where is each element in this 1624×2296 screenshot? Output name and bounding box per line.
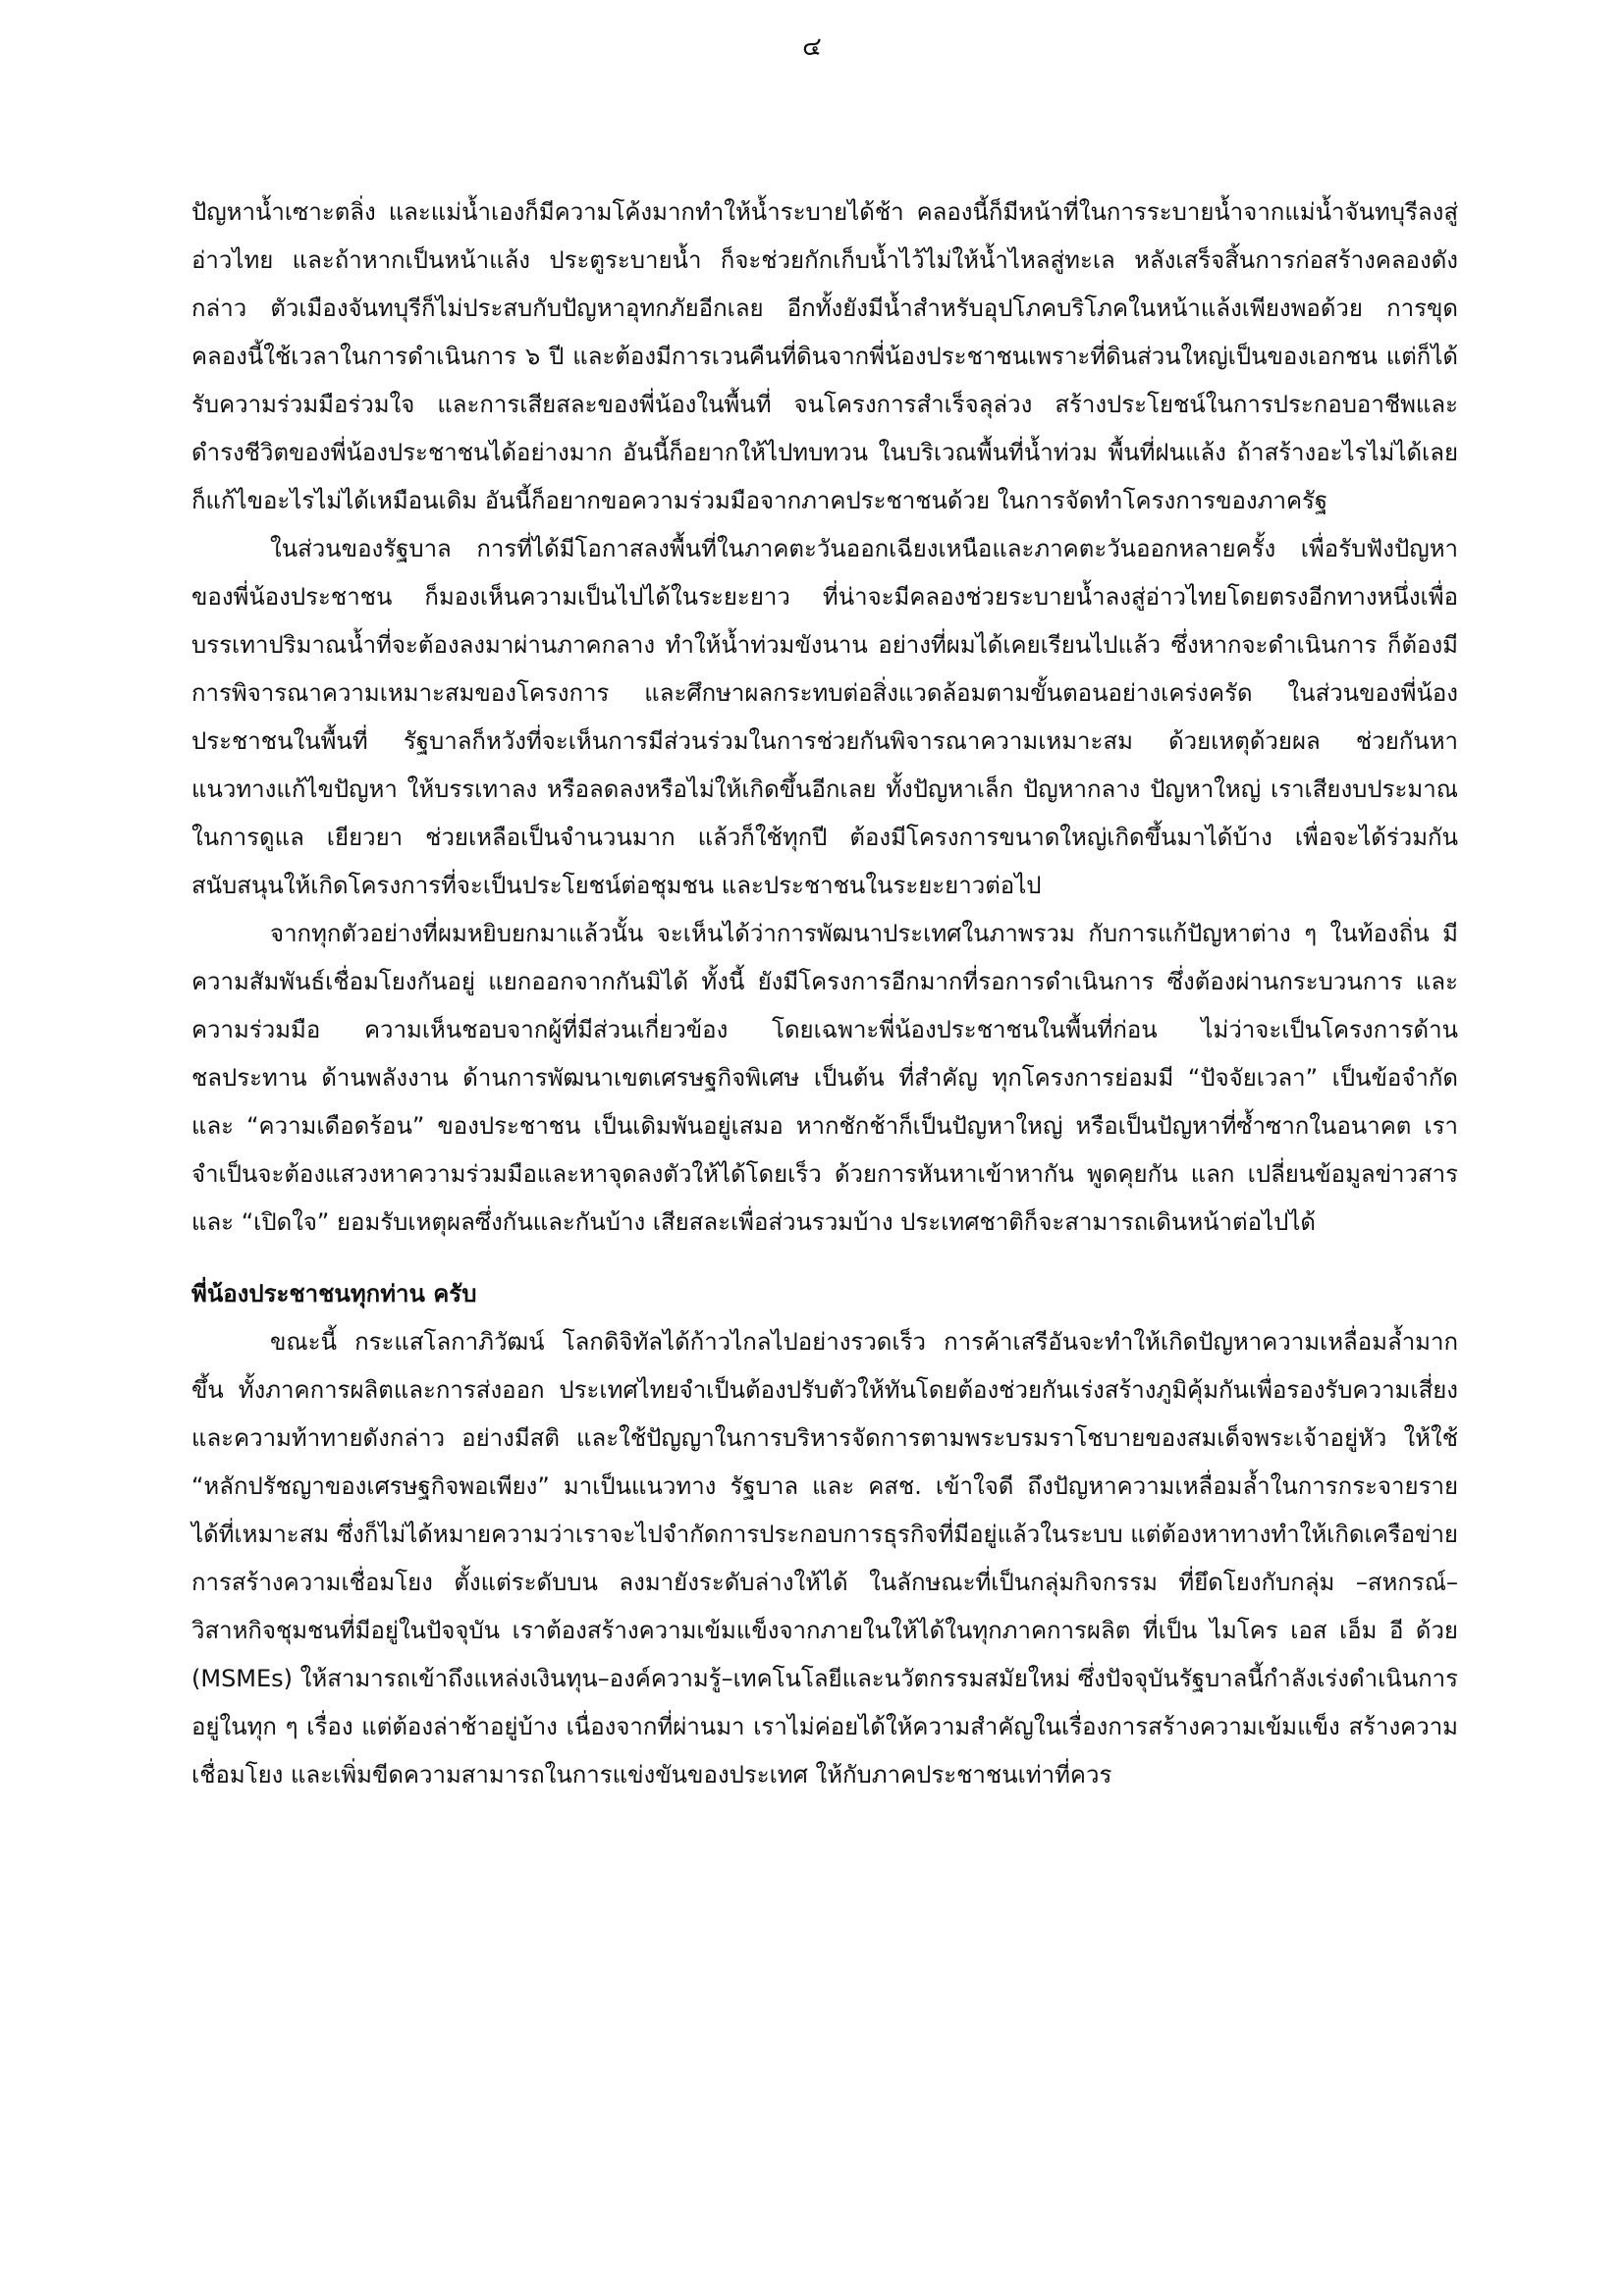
section-heading: พี่น้องประชาชนทุกท่าน ครับ: [191, 1280, 477, 1308]
paragraph-1: ปัญหาน้ำเซาะตลิ่ง และแม่น้ำเองก็มีความโค้งมากทำให้น้ำระบายได้ช้า คลองนี้ก็มีหน้าที่ในการระบายน้ำจากแม่น้ำจันทบุรีลงสู่อ่าวไทย และถ้าหากเป็นหน้าแล้ง ประตูระบายน้ำ ก็จะช่วยกักเก็บน้ำไว้ไม่ให้น้ำไหลสู่ทะเล หลังเสร็จสิ้นการก่อสร้างคลองดังกล่าว ตัวเมืองจันทบุรีก็ไม่ประสบกับปัญหาอุทกภัยอีกเลย อีกทั้งยังมีน้ำสำหรับอุปโภคบริโภคในหน้าแล้งเพียงพอด้วย การขุดคลองนี้ใช้เวลาในการดำเนินการ ๖ ปี และต้องมีการเวนคืนที่ดินจากพี่น้องประชาชนเพราะที่ดินส่วนใหญ่เป็นของเอกชน แต่ก็ได้รับความร่วมมือร่วมใจ และการเสียสละของพี่น้องในพื้นที่ จนโครงการสำเร็จลุล่วง สร้างประโยชน์ในการประกอบอาชีพและดำรงชีวิตของพี่น้องประชาชนได้อย่างมาก อันนี้ก็อยากให้ไปทบทวน ในบริเวณพื้นที่น้ำท่วม พื้นที่ฝนแล้ง ถ้าสร้างอะไรไม่ได้เลย ก็แก้ไขอะไรไม่ได้เหมือนเดิม อันนี้ก็อยากขอความร่วมมือจากภาคประชาชนด้วย ในการจัดทำโครงการของภาครัฐ: [191, 198, 1458, 514]
document-body: [191, 188, 1458, 1799]
page-number: ๔: [802, 32, 822, 62]
paragraph-3: จากทุกตัวอย่างที่ผมหยิบยกมาแล้วนั้น จะเห็นได้ว่าการพัฒนาประเทศในภาพรวม กับการแก้ปัญหาต่าง ๆ ในท้องถิ่น มีความสัมพันธ์เชื่อมโยงกันอยู่ แยกออกจากกันมิได้ ทั้งนี้ ยังมีโครงการอีกมากที่รอการดำเนินการ ซึ่งต้องผ่านกระบวนการ และความร่วมมือ ความเห็นชอบจากผู้ที่มีส่วนเกี่ยวข้อง โดยเฉพาะพี่น้องประชาชนในพื้นที่ก่อน ไม่ว่าจะเป็นโครงการด้านชลประทาน ด้านพลังงาน ด้านการพัฒนาเขตเศรษฐกิจพิเศษ เป็นต้น ที่สำคัญ ทุกโครงการย่อมมี “ปัจจัยเวลา” เป็นข้อจำกัด และ “ความเดือดร้อน” ของประชาชน เป็นเดิมพันอยู่เสมอ หากชักช้าก็เป็นปัญหาใหญ่ หรือเป็นปัญหาที่ซ้ำซากในอนาคต เราจำเป็นจะต้องแสวงหาความร่วมมือและหาจุดลงตัวให้ได้โดยเร็ว ด้วยการหันหาเข้าหากัน พูดคุยกัน แลก เปลี่ยนข้อมูลข่าวสาร และ “เปิดใจ” ยอมรับเหตุผลซึ่งกันและกันบ้าง เสียสละเพื่อส่วนรวมบ้าง ประเทศชาติก็จะสามารถเดินหน้าต่อไปได้: [191, 920, 1458, 1236]
paragraph-2: ในส่วนของรัฐบาล การที่ได้มีโอกาสลงพื้นที่ในภาคตะวันออกเฉียงเหนือและภาคตะวันออกหลายครั้ง เพื่อรับฟังปัญหาของพี่น้องประชาชน ก็มองเห็นความเป็นไปได้ในระยะยาว ที่น่าจะมีคลองช่วยระบายน้ำลงสู่อ่าวไทยโดยตรงอีกทางหนึ่งเพื่อบรรเทาปริมาณน้ำที่จะต้องลงมาผ่านภาคกลาง ทำให้น้ำท่วมขังนาน อย่างที่ผมได้เคยเรียนไปแล้ว ซึ่งหากจะดำเนินการ ก็ต้องมีการพิจารณาความเหมาะสมของโครงการ และศึกษาผลกระทบต่อสิ่งแวดล้อมตามขั้นตอนอย่างเคร่งครัด ในส่วนของพี่น้องประชาชนในพื้นที่ รัฐบาลก็หวังที่จะเห็นการมีส่วนร่วมในการช่วยกันพิจารณาความเหมาะสม ด้วยเหตุด้วยผล ช่วยกันหาแนวทางแก้ไขปัญหา ให้บรรเทาลง หรือลดลงหรือไม่ให้เกิดขึ้นอีกเลย ทั้งปัญหาเล็ก ปัญหากลาง ปัญหาใหญ่ เราเสียงบประมาณในการดูแล เยียวยา ช่วยเหลือเป็นจำนวนมาก แล้วก็ใช้ทุกปี ต้องมีโครงการขนาดใหญ่เกิดขึ้นมาได้บ้าง เพื่อจะได้ร่วมกันสนับสนุนให้เกิดโครงการที่จะเป็นประโยชน์ต่อชุมชน และประชาชนในระยะยาวต่อไป: [191, 535, 1458, 899]
paragraph-4: ขณะนี้ กระแสโลกาภิวัฒน์ โลกดิจิทัลได้ก้าวไกลไปอย่างรวดเร็ว การค้าเสรีอันจะทำให้เกิดปัญหาความเหลื่อมล้ำมากขึ้น ทั้งภาคการผลิตและการส่งออก ประเทศไทยจำเป็นต้องปรับตัวให้ทันโดยต้องช่วยกันเร่งสร้างภูมิคุ้มกันเพื่อรองรับความเสี่ยงและความท้าทายดังกล่าว อย่างมีสติ และใช้ปัญญาในการบริหารจัดการตามพระบรมราโชบายของสมเด็จพระเจ้าอยู่หัว ให้ใช้ “หลักปรัชญาของเศรษฐกิจพอเพียง” มาเป็นแนวทาง รัฐบาล และ คสช. เข้าใจดี ถึงปัญหาความเหลื่อมล้ำในการกระจายรายได้ที่เหมาะสม ซึ่งก็ไม่ได้หมายความว่าเราจะไปจำกัดการประกอบการธุรกิจที่มีอยู่แล้วในระบบ แต่ต้องหาทางทำให้เกิดเครือข่าย การสร้างความเชื่อมโยง ตั้งแต่ระดับบน ลงมายังระดับล่างให้ได้ ในลักษณะที่เป็นกลุ่มกิจกรรม ที่ยึดโยงกับกลุ่ม –สหกรณ์–วิสาหกิจชุมชนที่มีอยู่ในปัจจุบัน เราต้องสร้างความเข้มแข็งจากภายในให้ได้ในทุกภาคการผลิต ที่เป็น ไมโคร เอส เอ็ม อี ด้วย (MSMEs) ให้สามารถเข้าถึงแหล่งเงินทุน–องค์ความรู้–เทคโนโลยีและนวัตกรรมสมัยใหม่ ซึ่งปัจจุบันรัฐบาลนี้กำลังเร่งดำเนินการอยู่ในทุก ๆ เรื่อง แต่ต้องล่าช้าอยู่บ้าง เนื่องจากที่ผ่านมา เราไม่ค่อยได้ให้ความสำคัญในเรื่องการสร้างความเข้มแข็ง สร้างความเชื่อมโยง และเพิ่มขีดความสามารถในการแข่งขันของประเทศ ให้กับภาคประชาชนเท่าที่ควร: [191, 1328, 1458, 1789]
